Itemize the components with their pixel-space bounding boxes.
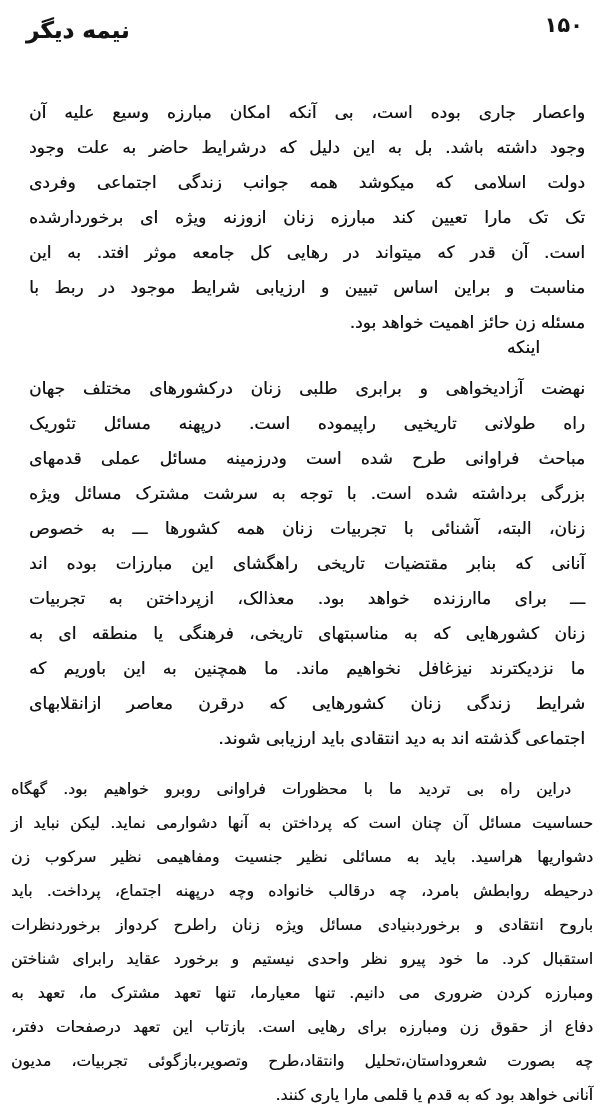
text-line: تک تک مارا تعیین کند مبارزه زنان ازوزنه ویژه ای برخوردارشده — [29, 208, 585, 228]
text-line: نهضت آزادیخواهی و برابری طلبی زنان درکشورهای مختلف جهان — [29, 379, 585, 399]
text-line: حساسیت مسائل آن چنان است که پرداختن به آنها دشوارمی نماید. لیکن نباید از — [11, 814, 593, 832]
text-line: باروح انتقادی و برخوردبنیادی مسائل ویژه زنان راطرح کردواز برخوردنظرات — [11, 916, 593, 934]
text-line: دولت اسلامی که میکوشد همه جوانب زندگی اجتماعی وفردی — [29, 173, 585, 193]
text-line: ومبارزه کردن ضروری می دانیم. تنها معیارما، تنها تعهد مشترک ما، تعهد به — [11, 984, 593, 1002]
journal-title: نیمه دیگر — [26, 18, 130, 44]
paragraph-2 — [29, 372, 585, 757]
text-line: مباحث فراوانی طرح شده است ودرزمینه مسائل عملی قدمهای — [29, 449, 585, 469]
text-line: مناسبت و براین اساس تبیین و ارزیابی شرایط موجود در ربط با — [29, 278, 585, 298]
page-number: ۱۵۰ — [544, 13, 583, 37]
text-line: دشواریها هراسید. باید به مسائلی نظیر جنسیت ومفاهیمی نظیر سرکوب زن — [11, 848, 593, 866]
text-line: بزرگی برداشته شده است. با توجه به سرشت مشترک مسائل ویژه — [29, 484, 585, 504]
paragraph-1 — [29, 96, 585, 341]
text-line: ما نزدیکترند نیزغافل نخواهیم ماند. ما همچنین به این باوریم که — [29, 659, 585, 679]
text-line: اجتماعی گذشته اند به دید انتقادی باید ارزیابی شوند. — [218, 729, 585, 749]
text-line: دفاع از حقوق زن ومبارزه برای رهایی است. بازتاب این تعهد درصفحات دفتر، — [11, 1018, 593, 1036]
text-line: راه طولانی تاریخیی راپیموده است. درپهنه مسائل تئوریک — [29, 414, 585, 434]
text-line: است. آن قدر که میتواند در رهایی کل جامعه موثر افتد. به این — [29, 243, 585, 263]
text-line: واعصار جاری بوده است، بی آنکه امکان مبارزه وسیع علیه آن — [29, 103, 585, 123]
section-opener-word: اینکه — [506, 338, 540, 358]
text-line: دراین راه بی تردید ما با محظورات فراوانی روبرو خواهیم بود. گهگاه — [11, 780, 571, 798]
text-line: زنان، البته، آشنائی با تجربیات زنان همه کشورها ـــ به خصوص — [29, 519, 585, 539]
text-line: مسئله زن حائز اهمیت خواهد بود. — [349, 313, 585, 333]
text-line: زنان کشورهایی که به مناسبتهای تاریخی، فرهنگی یا منطقه ای به — [29, 624, 585, 644]
text-line: درحیطه روابطش بامرد، چه درقالب خانواده وچه درپهنه اجتماع، پرداخت. باید — [11, 882, 593, 900]
text-line: شرایط زندگی زنان کشورهایی که درقرن معاصر ازانقلابهای — [29, 694, 585, 714]
text-line: چه بصورت شعروداستان،تحلیل وانتقاد،طرح وتصویر،بازگوئی تجربیات، مدیون — [11, 1052, 593, 1070]
paragraph-3 — [11, 772, 593, 1112]
text-line: ـــ برای ماارزنده خواهد بود. معذالک، ازپرداختن به تجربیات — [29, 589, 585, 609]
text-line: آنانی خواهد بود که به قدم یا قلمی مارا یاری کنند. — [275, 1086, 593, 1104]
text-line: آنانی که بنابر مقتضیات تاریخی راهگشای این مبارزات بوده اند — [29, 554, 585, 574]
text-line: استقبال کرد. ما خود پیرو نظر واحدی نیستیم و برخورد عقاید رابرای شناختن — [11, 950, 593, 968]
text-line: وجود داشته باشد. بل به این دلیل که درشرایط حاضر به علت وجود — [29, 138, 585, 158]
